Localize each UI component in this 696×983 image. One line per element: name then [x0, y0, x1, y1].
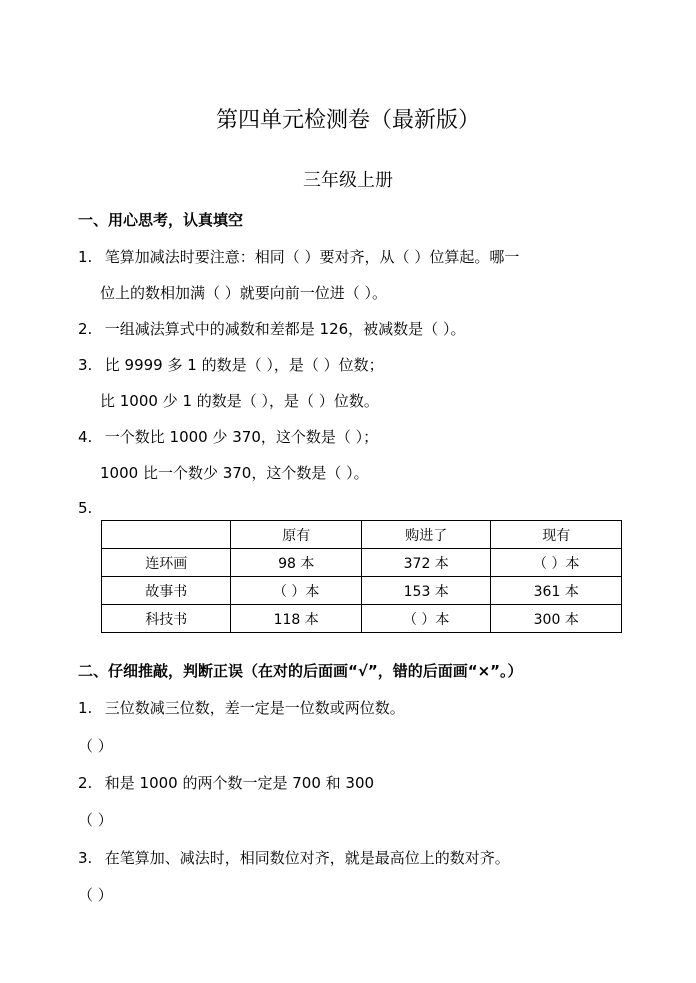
page-title: 第四单元检测卷（最新版） [215, 108, 480, 133]
judgement-1 [78, 697, 405, 718]
table-header-cell: 购进了 [361, 521, 491, 549]
table-cell: 361 本 [491, 577, 622, 605]
table-cell: 153 本 [361, 577, 491, 605]
question-4-line-2: 1000 比一个数少 370，这个数是（ ）。 [100, 464, 369, 482]
table-header-cell: 现有 [491, 521, 622, 549]
question-5-number: 5. [78, 499, 93, 517]
question-2 [78, 318, 465, 339]
question-4-line-1 [78, 426, 378, 447]
question-number: 3. [78, 849, 93, 867]
question-text: 三位数减三位数，差一定是一位数或两位数。 [104, 699, 405, 717]
table-header-cell: 原有 [231, 521, 362, 549]
table-header-cell [102, 521, 231, 549]
table-cell: （ ）本 [231, 577, 362, 605]
question-1-line-1 [78, 246, 519, 267]
judgement-2-blank: （ ） [78, 811, 113, 829]
question-number: 1. [78, 699, 93, 717]
table-row [102, 577, 622, 605]
table-cell: 98 本 [231, 549, 362, 577]
table-cell: 118 本 [231, 605, 362, 633]
question-text: 一个数比 1000 少 370，这个数是（ ）； [104, 428, 379, 446]
table-cell: 连环画 [102, 549, 231, 577]
table-cell: 372 本 [361, 549, 491, 577]
table-cell: 科技书 [102, 605, 231, 633]
table-cell: （ ）本 [491, 549, 622, 577]
question-number: 3. [78, 356, 93, 374]
question-3-line-2: 比 1000 少 1 的数是（ ），是（ ）位数。 [100, 392, 379, 410]
judgement-2 [78, 772, 374, 793]
table-row [102, 549, 622, 577]
question-text: 比 9999 多 1 的数是（ ），是（ ）位数； [104, 356, 384, 374]
judgement-1-blank: （ ） [78, 737, 113, 755]
section-2-heading: 二、仔细推敲，判断正误（在对的后面画“√”，错的后面画“×”。） [78, 662, 523, 680]
table-cell: （ ）本 [361, 605, 491, 633]
question-3-line-1 [78, 354, 384, 375]
judgement-3-blank: （ ） [78, 886, 113, 904]
page-subtitle: 三年级上册 [303, 170, 393, 191]
question-number: 4. [78, 428, 93, 446]
table-cell: 300 本 [491, 605, 622, 633]
question-number: 2. [78, 774, 93, 792]
question-number: 1. [78, 248, 93, 266]
question-1-line-2: 位上的数相加满（ ）就要向前一位进（ ）。 [100, 284, 388, 302]
judgement-3 [78, 847, 510, 868]
books-table [101, 520, 622, 633]
section-1-heading: 一、用心思考，认真填空 [78, 211, 244, 229]
question-text: 在笔算加、减法时，相同数位对齐，就是最高位上的数对齐。 [104, 849, 510, 867]
table-row [102, 605, 622, 633]
question-text: 和是 1000 的两个数一定是 700 和 300 [104, 774, 375, 792]
table-header-row [102, 521, 622, 549]
question-text: 一组减法算式中的减数和差都是 126，被减数是（ ）。 [104, 320, 466, 338]
table-cell: 故事书 [102, 577, 231, 605]
question-number: 2. [78, 320, 93, 338]
question-text: 笔算加减法时要注意：相同（ ）要对齐，从（ ）位算起。哪一 [104, 248, 520, 266]
